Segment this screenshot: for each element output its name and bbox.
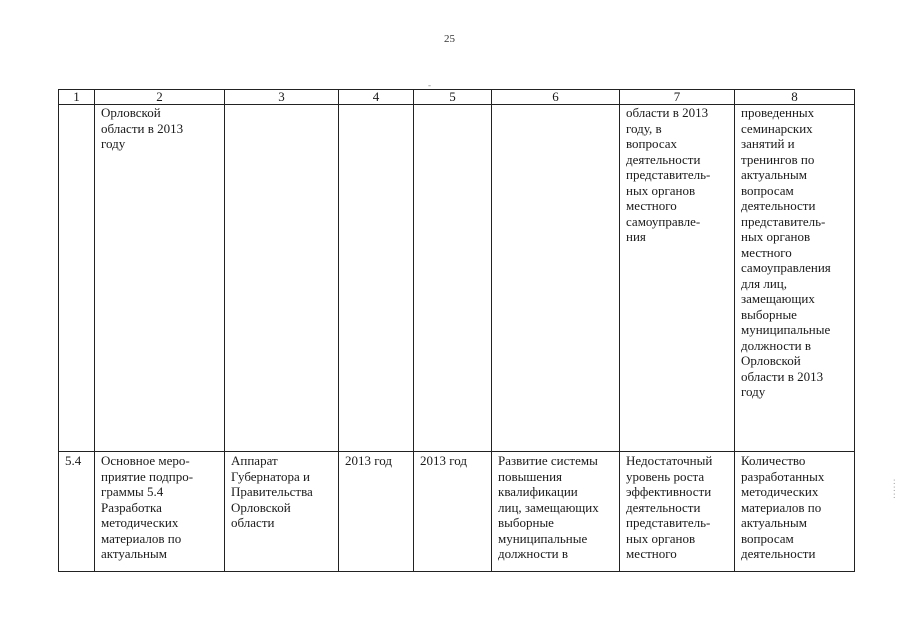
cell-text-line: 2013 год: [345, 453, 392, 468]
table-row: [59, 105, 855, 452]
cell-text-line: области: [231, 515, 275, 530]
cell-text-line: 5.4: [65, 453, 82, 468]
cell-text-line: Недостаточный: [626, 453, 713, 468]
cell-text-line: актуальным: [741, 515, 807, 530]
table-cell-col-2: [95, 452, 225, 572]
cell-text-line: Разработка: [101, 499, 162, 515]
cell-text-line: разработанных: [741, 468, 825, 484]
table-cell-col-3: [225, 452, 339, 572]
cell-text-line: деятельности: [626, 151, 701, 167]
cell-text-line: вопросам: [741, 182, 794, 198]
column-header-1: 1: [59, 90, 95, 105]
table-cell-col-5: [414, 452, 492, 572]
cell-text-line: самоуправле-: [626, 213, 701, 229]
cell-text-line: местного: [741, 244, 792, 260]
cell-text-line: местного: [626, 198, 677, 213]
cell-text-line: году: [101, 136, 126, 151]
cell-text-line: Аппарат: [231, 453, 278, 468]
table-cell-col-1: [59, 452, 95, 572]
cell-text-line: материалов по: [741, 499, 822, 515]
cell-text-line: Количество: [741, 453, 806, 468]
table-cell-col-7: [620, 105, 735, 452]
cell-text-line: области в 2013: [741, 368, 824, 384]
cell-text-line: Основное меро-: [101, 453, 190, 468]
cell-text-line: 2013 год: [420, 453, 467, 468]
header-row: [59, 90, 855, 105]
table-cell-col-7: [620, 452, 735, 572]
cell-text-line: занятий и: [741, 136, 795, 151]
cell-text-line: ных органов: [626, 182, 696, 198]
cell-text-line: проведенных: [741, 105, 815, 120]
cell-text-line: представитель-: [626, 515, 711, 530]
column-header-3: 3: [225, 90, 339, 105]
cell-text-line: деятельности: [626, 499, 701, 515]
cell-text-line: замещающих: [741, 291, 815, 306]
scan-margin-mark: : : :: [893, 476, 896, 500]
cell-text-line: семинарских: [741, 120, 813, 136]
table-row: [59, 452, 855, 572]
column-header-4: 4: [339, 90, 414, 105]
cell-text-line: муниципальные: [741, 322, 831, 337]
column-header-2: 2: [95, 90, 225, 105]
table-cell-col-5: [414, 105, 492, 452]
cell-text-line: выборные: [741, 306, 797, 322]
column-header-6: 6: [492, 90, 620, 105]
cell-text-line: материалов по: [101, 530, 182, 546]
table-cell-col-4: [339, 105, 414, 452]
cell-text-line: вопросах: [626, 136, 678, 151]
cell-text-line: квалификации: [498, 484, 578, 499]
table-cell-col-2: [95, 105, 225, 452]
cell-text-line: приятие подпро-: [101, 468, 194, 484]
table-cell-col-8: [735, 105, 855, 452]
cell-text-line: актуальным: [101, 546, 167, 561]
cell-text-line: методических: [741, 484, 819, 499]
cell-text-line: году: [741, 384, 766, 399]
cell-text-line: области в 2013: [626, 105, 709, 120]
cell-text-line: Орловской: [101, 105, 161, 120]
cell-text-line: деятельности: [741, 198, 816, 213]
cell-text-line: должности в: [498, 546, 568, 561]
cell-text-line: ных органов: [626, 530, 696, 546]
cell-text-line: области в 2013: [101, 120, 184, 136]
table-cell-col-1: [59, 105, 95, 452]
cell-text-line: лиц, замещающих: [498, 499, 599, 515]
cell-text-line: методических: [101, 515, 179, 530]
cell-text-line: Правительства: [231, 484, 313, 499]
column-header-8: 8: [735, 90, 855, 105]
cell-text-line: деятельности: [741, 546, 816, 561]
cell-text-line: вопросам: [741, 530, 794, 546]
cell-text-line: граммы 5.4: [101, 484, 164, 499]
cell-text-line: самоуправления: [741, 260, 831, 275]
cell-text-line: актуальным: [741, 167, 807, 182]
column-header-5: 5: [414, 90, 492, 105]
cell-text-line: Губернатора и: [231, 468, 310, 484]
cell-text-line: представитель-: [626, 167, 711, 182]
table-cell-col-6: [492, 452, 620, 572]
page-number: 25: [444, 33, 455, 45]
table-cell-col-4: [339, 452, 414, 572]
cell-text-line: представитель-: [741, 213, 826, 229]
column-header-7: 7: [620, 90, 735, 105]
cell-text-line: тренингов по: [741, 151, 815, 167]
table-cell-col-3: [225, 105, 339, 452]
cell-text-line: должности в: [741, 337, 811, 353]
cell-text-line: уровень роста: [626, 468, 705, 484]
cell-text-line: местного: [626, 546, 677, 561]
cell-text-line: Развитие системы: [498, 453, 598, 468]
cell-text-line: повышения: [498, 468, 563, 484]
cell-text-line: ния: [626, 229, 646, 244]
scan-tick-mark: -: [428, 80, 431, 90]
cell-text-line: ных органов: [741, 229, 811, 244]
cell-text-line: Орловской: [231, 499, 291, 515]
table-cell-col-8: [735, 452, 855, 572]
cell-text-line: для лиц,: [741, 275, 787, 291]
document-table: [58, 89, 855, 572]
table-cell-col-6: [492, 105, 620, 452]
cell-text-line: муниципальные: [498, 530, 588, 546]
cell-text-line: Орловской: [741, 353, 801, 368]
cell-text-line: выборные: [498, 515, 554, 530]
cell-text-line: эффективности: [626, 484, 712, 499]
cell-text-line: году, в: [626, 120, 662, 136]
